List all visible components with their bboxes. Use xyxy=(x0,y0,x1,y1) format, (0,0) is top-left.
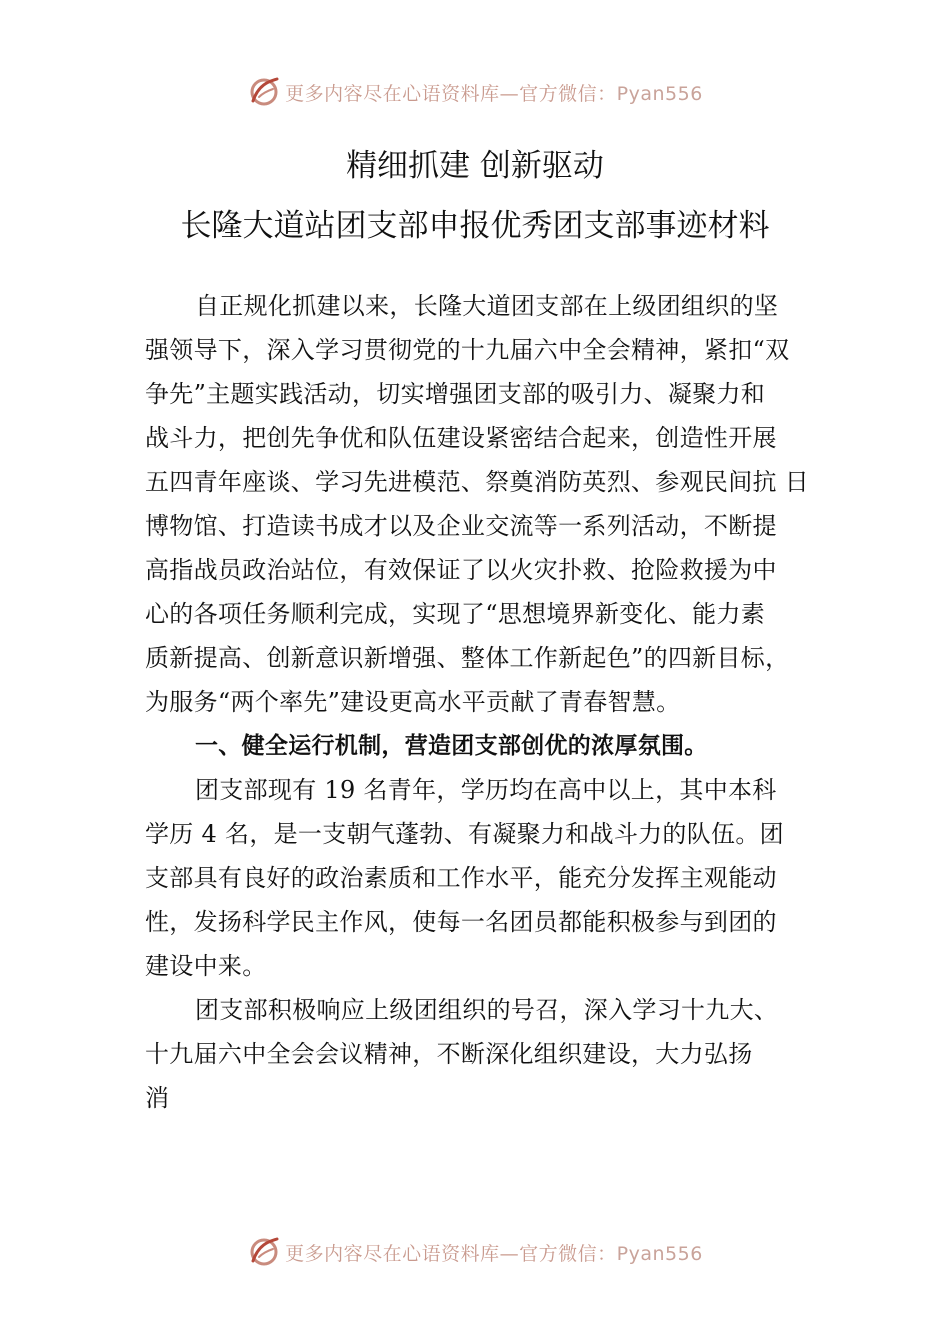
body-line: 心的各项任务顺利完成，实现了“思想境界新变化、能力素 xyxy=(145,600,766,628)
body-line: 自正规化抓建以来，长隆大道团支部在上级团组织的坚 xyxy=(195,292,779,320)
body-line: 争先”主题实践活动，切实增强团支部的吸引力、凝聚力和 xyxy=(145,380,766,408)
body-line: 支部具有良好的政治素质和工作水平，能充分发挥主观能动 xyxy=(145,864,777,892)
body-line: 性，发扬科学民主作风，使每一名团员都能积极参与到团的 xyxy=(145,908,777,936)
body-line: 十九届六中全会会议精神，不断深化组织建设，大力弘扬 xyxy=(145,1040,753,1068)
body-line: 博物馆、打造读书成才以及企业交流等一系列活动，不断提 xyxy=(145,512,777,540)
header-watermark xyxy=(0,72,950,112)
body-line: 团支部积极响应上级团组织的号召，深入学习十九大、 xyxy=(195,996,779,1024)
body-line: 建设中来。 xyxy=(145,952,267,980)
body-line: 消 xyxy=(145,1084,170,1112)
document-title: 精细抓建 创新驱动 xyxy=(346,148,604,184)
document-body xyxy=(145,284,815,1120)
section-heading: 一、健全运行机制，营造团支部创优的浓厚氛围。 xyxy=(195,733,708,759)
watermark-text: 更多内容尽在心语资料库—官方微信：Pyan556 xyxy=(285,1242,703,1265)
brush-swirl-logo-icon xyxy=(247,75,281,109)
body-line: 战斗力，把创先争优和队伍建设紧密结合起来，创造性开展 xyxy=(145,424,777,452)
body-line: 学历 4 名，是一支朝气蓬勃、有凝聚力和战斗力的队伍。团 xyxy=(145,820,784,848)
body-line: 团支部现有 19 名青年，学历均在高中以上，其中本科 xyxy=(195,776,777,804)
document-subtitle: 长隆大道站团支部申报优秀团支部事迹材料 xyxy=(180,208,770,244)
watermark-text: 更多内容尽在心语资料库—官方微信：Pyan556 xyxy=(285,82,703,105)
watermark-id: Pyan556 xyxy=(616,1242,703,1265)
body-line: 五四青年座谈、学习先进模范、祭奠消防英烈、参观民间抗 日 xyxy=(145,468,810,496)
footer-watermark xyxy=(0,1232,950,1272)
body-line: 质新提高、创新意识新增强、整体工作新起色”的四新目标， xyxy=(145,644,790,672)
body-line: 强领导下，深入学习贯彻党的十九届六中全会精神，紧扣“双 xyxy=(145,336,790,364)
body-line: 为服务“两个率先”建设更高水平贡献了青春智慧。 xyxy=(145,688,681,716)
brush-swirl-logo-icon xyxy=(247,1235,281,1269)
watermark-id: Pyan556 xyxy=(616,82,703,105)
body-line: 高指战员政治站位，有效保证了以火灾扑救、抢险救援为中 xyxy=(145,556,777,584)
